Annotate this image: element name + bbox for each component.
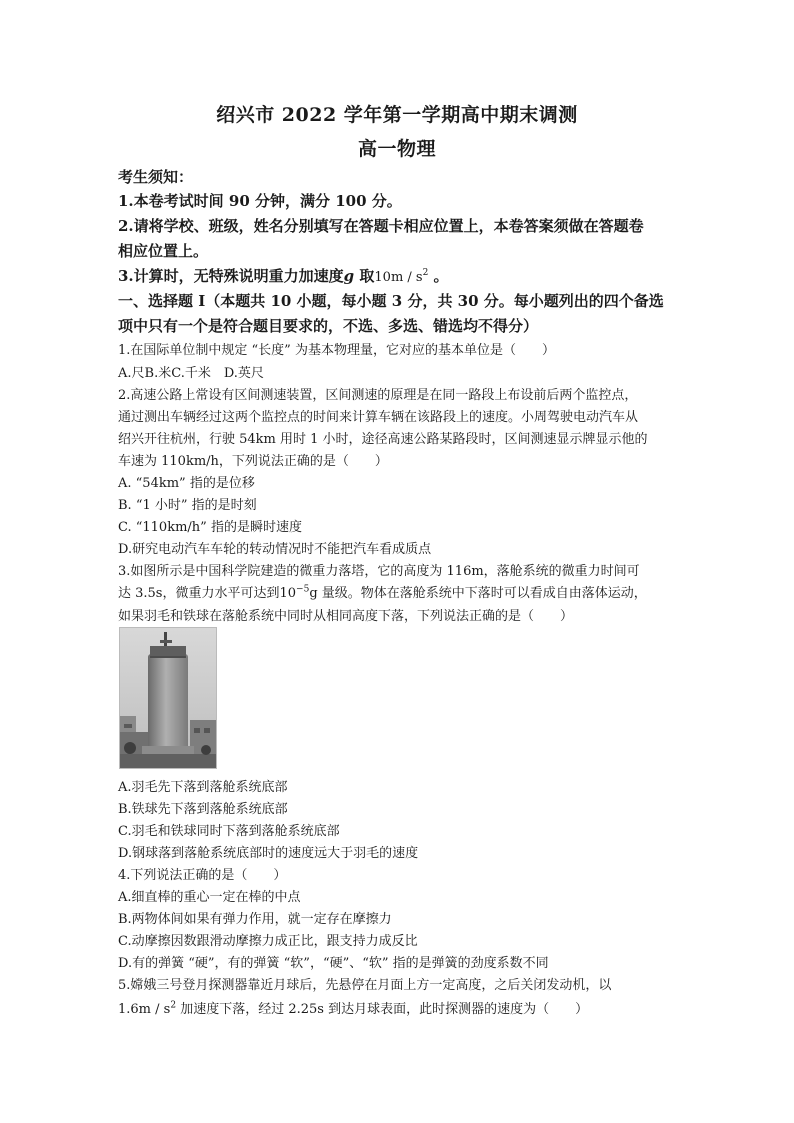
section-heading-b: 项中只有一个是符合题目要求的，不选、多选、错选均不得分） — [118, 317, 539, 335]
notice-item-2b: 相应位置上。 — [118, 242, 209, 260]
q1-stem: 1.在国际单位制中规定 “长度” 为基本物理量，它对应的基本单位是（ ） — [118, 343, 555, 358]
q3-stem-2c: g 量级。物体在落舱系统中下落时可以看成自由落体运动， — [309, 586, 647, 601]
q3-option-c: C.羽毛和铁球同时下落到落舱系统底部 — [118, 824, 340, 839]
notice-item-3c: 。 — [428, 267, 449, 285]
q4-option-a: A.细直棒的重心一定在棒的中点 — [118, 890, 301, 905]
q2-option-a: A. “54km” 指的是位移 — [118, 476, 255, 491]
q5-acceleration-exponent: 2 — [170, 1000, 177, 1011]
q3-stem-1: 3.如图所示是中国科学院建造的微重力落塔，它的高度为 116m，落舱系统的微重力时间可 — [118, 564, 640, 579]
q2-option-c: C. “110km/h” 指的是瞬时速度 — [118, 520, 302, 535]
notice-item-2a: 2.请将学校、班级，姓名分别填写在答题卡相应位置上，本卷答案须做在答题卷 — [118, 217, 644, 235]
q4-option-b: B.两物体间如果有弹力作用，就一定存在摩擦力 — [118, 912, 392, 927]
gravity-symbol: g — [343, 267, 355, 285]
exam-title: 绍兴市 2022 学年第一学期高中期末调测 — [216, 104, 578, 126]
gravity-exponent: 2 — [422, 268, 429, 278]
q4-stem: 4.下列说法正确的是（ ） — [118, 868, 287, 883]
q3-stem-3: 如果羽毛和铁球在落舱系统中同时从相同高度下落，下列说法正确的是（ ） — [118, 609, 574, 624]
q3-power-base: 10 — [279, 586, 297, 601]
exam-subtitle: 高一物理 — [357, 138, 436, 160]
notice-item-3b: 取 — [354, 267, 375, 285]
q1-options: A.尺B.米C.千米 D.英尺 — [118, 366, 264, 381]
q3-option-d: D.钢球落到落舱系统底部时的速度远大于羽毛的速度 — [118, 846, 419, 861]
q5-stem-1: 5.嫦娥三号登月探测器靠近月球后，先悬停在月面上方一定高度，之后关闭发动机，以 — [118, 978, 612, 993]
gravity-value: 10m / s — [374, 270, 423, 285]
q2-option-b: B. “1 小时” 指的是时刻 — [118, 498, 257, 513]
notice-item-3a: 3.计算时，无特殊说明重力加速度 — [118, 267, 344, 285]
q5-acceleration-value: 1.6m / s — [118, 1002, 171, 1017]
q5-stem-2 — [118, 998, 688, 1017]
q3-option-a: A.羽毛先下落到落舱系统底部 — [118, 780, 288, 795]
q3-option-b: B.铁球先下落到落舱系统底部 — [118, 802, 288, 817]
q3-stem-2 — [118, 582, 688, 601]
q4-option-d: D.有的弹簧 “硬”，有的弹簧 “软”，“硬”、“软” 指的是弹簧的劲度系数不同 — [118, 956, 549, 971]
q3-power-exponent: −5 — [296, 584, 310, 595]
q2-stem-2: 通过测出车辆经过这两个监控点的时间来计算车辆在该路段上的速度。小周驾驶电动汽车从 — [118, 410, 639, 425]
q5-stem-2b: 加速度下落，经过 2.25s 到达月球表面，此时探测器的速度为（ ） — [176, 1002, 589, 1017]
drop-tower-photo — [119, 627, 217, 769]
drop-tower-illustration — [120, 628, 216, 768]
q2-stem-1: 2.高速公路上常设有区间测速装置，区间测速的原理是在同一路段上布设前后两个监控点， — [118, 388, 638, 403]
q4-option-c: C.动摩擦因数跟滑动摩擦力成正比，跟支持力成反比 — [118, 934, 418, 949]
q3-stem-2a: 达 3.5s，微重力水平可达到 — [118, 586, 280, 601]
notice-heading: 考生须知： — [118, 168, 194, 186]
section-heading-a: 一、选择题 I（本题共 10 小题，每小题 3 分，共 30 分。每小题列出的四个备选 — [118, 292, 664, 310]
q2-stem-3: 绍兴开往杭州，行驶 54km 用时 1 小时，途径高速公路某路段时，区间测速显示牌显示他的 — [118, 432, 648, 447]
q2-option-d: D.研究电动汽车车轮的转动情况时不能把汽车看成质点 — [118, 542, 432, 557]
q2-stem-4: 车速为 110km/h，下列说法正确的是（ ） — [118, 454, 388, 469]
notice-item-3 — [118, 265, 688, 286]
notice-item-1: 1.本卷考试时间 90 分钟，满分 100 分。 — [118, 192, 402, 210]
